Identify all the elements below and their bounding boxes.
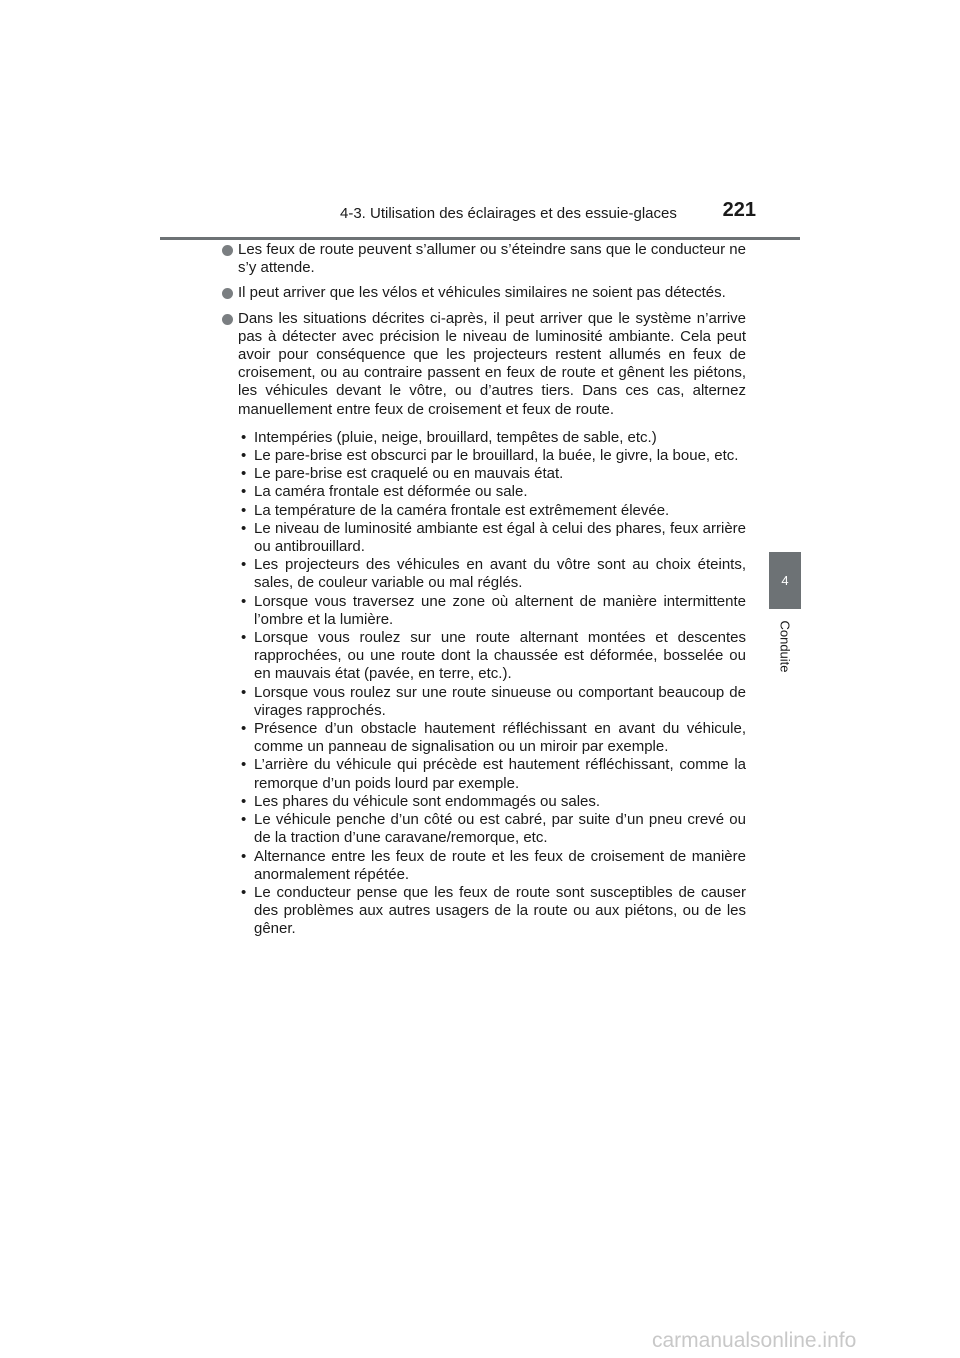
list-item (222, 310, 746, 419)
sub-list-item: • Les phares du véhicule sont endommagés ou sales. (238, 793, 746, 811)
list-item-text: Dans les situations décrites ci-après, il peut arriver que le système n’arrive pas à détecter avec précision le niveau de luminosité ambiante. Cela peut avoir pour conséquence que les projecteurs restent allumés en feux de croisement, ou au contraire passent en feux de route et gênent les piétons, les véhicules devant le vôtre, ou d’autres tiers. Dans ces cas, alternez manuellement entre feux de croisement et feux de route. (238, 309, 746, 418)
page-number: 221 (722, 199, 756, 221)
watermark-text: carmanualsonline.info (652, 1329, 857, 1352)
chapter-label (775, 616, 795, 676)
chapter-number: 4 (781, 573, 789, 588)
sub-list-item: • Le conducteur pense que les feux de route sont susceptibles de causer des problèmes aux autres usagers de la route ou aux piétons, ou de les gêner. (238, 884, 746, 939)
list-item (222, 241, 746, 277)
sub-list-item: • Alternance entre les feux de route et les feux de croisement de manière anormalement répétée. (238, 848, 746, 884)
sub-list-item: • La caméra frontale est déformée ou sale. (238, 483, 746, 501)
situation-list (222, 429, 746, 939)
sub-list-item: • Lorsque vous roulez sur une route alternant montées et descentes rapprochées, ou une route dont la chaussée est déformée, bosselée ou en mauvais état (pavée, en terre, etc.). (238, 629, 746, 684)
sub-list-item: • Lorsque vous roulez sur une route sinueuse ou comportant beaucoup de virages rapprochés. (238, 684, 746, 720)
sub-list-item: • Lorsque vous traversez une zone où alternent de manière intermittente l’ombre et la lumière. (238, 593, 746, 629)
sub-list-item: • La température de la caméra frontale est extrêmement élevée. (238, 502, 746, 520)
circle-bullet-icon (222, 288, 233, 299)
sub-list-item: • Présence d’un obstacle hautement réfléchissant en avant du véhicule, comme un panneau de signalisation ou un miroir par exemple. (238, 720, 746, 756)
sub-list-item: • Le pare-brise est craquelé ou en mauvais état. (238, 465, 746, 483)
circle-bullet-icon (222, 245, 233, 256)
main-content (222, 241, 746, 939)
sub-list-item: • Le niveau de luminosité ambiante est égal à celui des phares, feux arrière ou antibrouillard. (238, 520, 746, 556)
sub-list-item: • Intempéries (pluie, neige, brouillard, tempêtes de sable, etc.) (238, 429, 746, 447)
list-item (222, 284, 746, 302)
sub-list-item: • Le véhicule penche d’un côté ou est cabré, par suite d’un pneu crevé ou de la traction d’une caravane/remorque, etc. (238, 811, 746, 847)
circle-bullet-icon (222, 314, 233, 325)
chapter-tab (769, 552, 801, 609)
sub-list-item: • Le pare-brise est obscurci par le brouillard, la buée, le givre, la boue, etc. (238, 447, 746, 465)
chapter-label-text: Conduite (777, 619, 793, 673)
list-item-text: Il peut arriver que les vélos et véhicules similaires ne soient pas détectés. (238, 284, 726, 302)
section-title: 4-3. Utilisation des éclairages et des essuie-glaces (340, 205, 677, 222)
sub-list-item: • Les projecteurs des véhicules en avant du vôtre sont au choix éteints, sales, de couleur variable ou mal réglés. (238, 556, 746, 592)
sub-list-item: • L’arrière du véhicule qui précède est hautement réfléchissant, comme la remorque d’un poids lourd par exemple. (238, 756, 746, 792)
page-header (160, 197, 800, 240)
list-item-text: Les feux de route peuvent s’allumer ou s’éteindre sans que le conducteur ne s’y attende. (238, 241, 746, 277)
